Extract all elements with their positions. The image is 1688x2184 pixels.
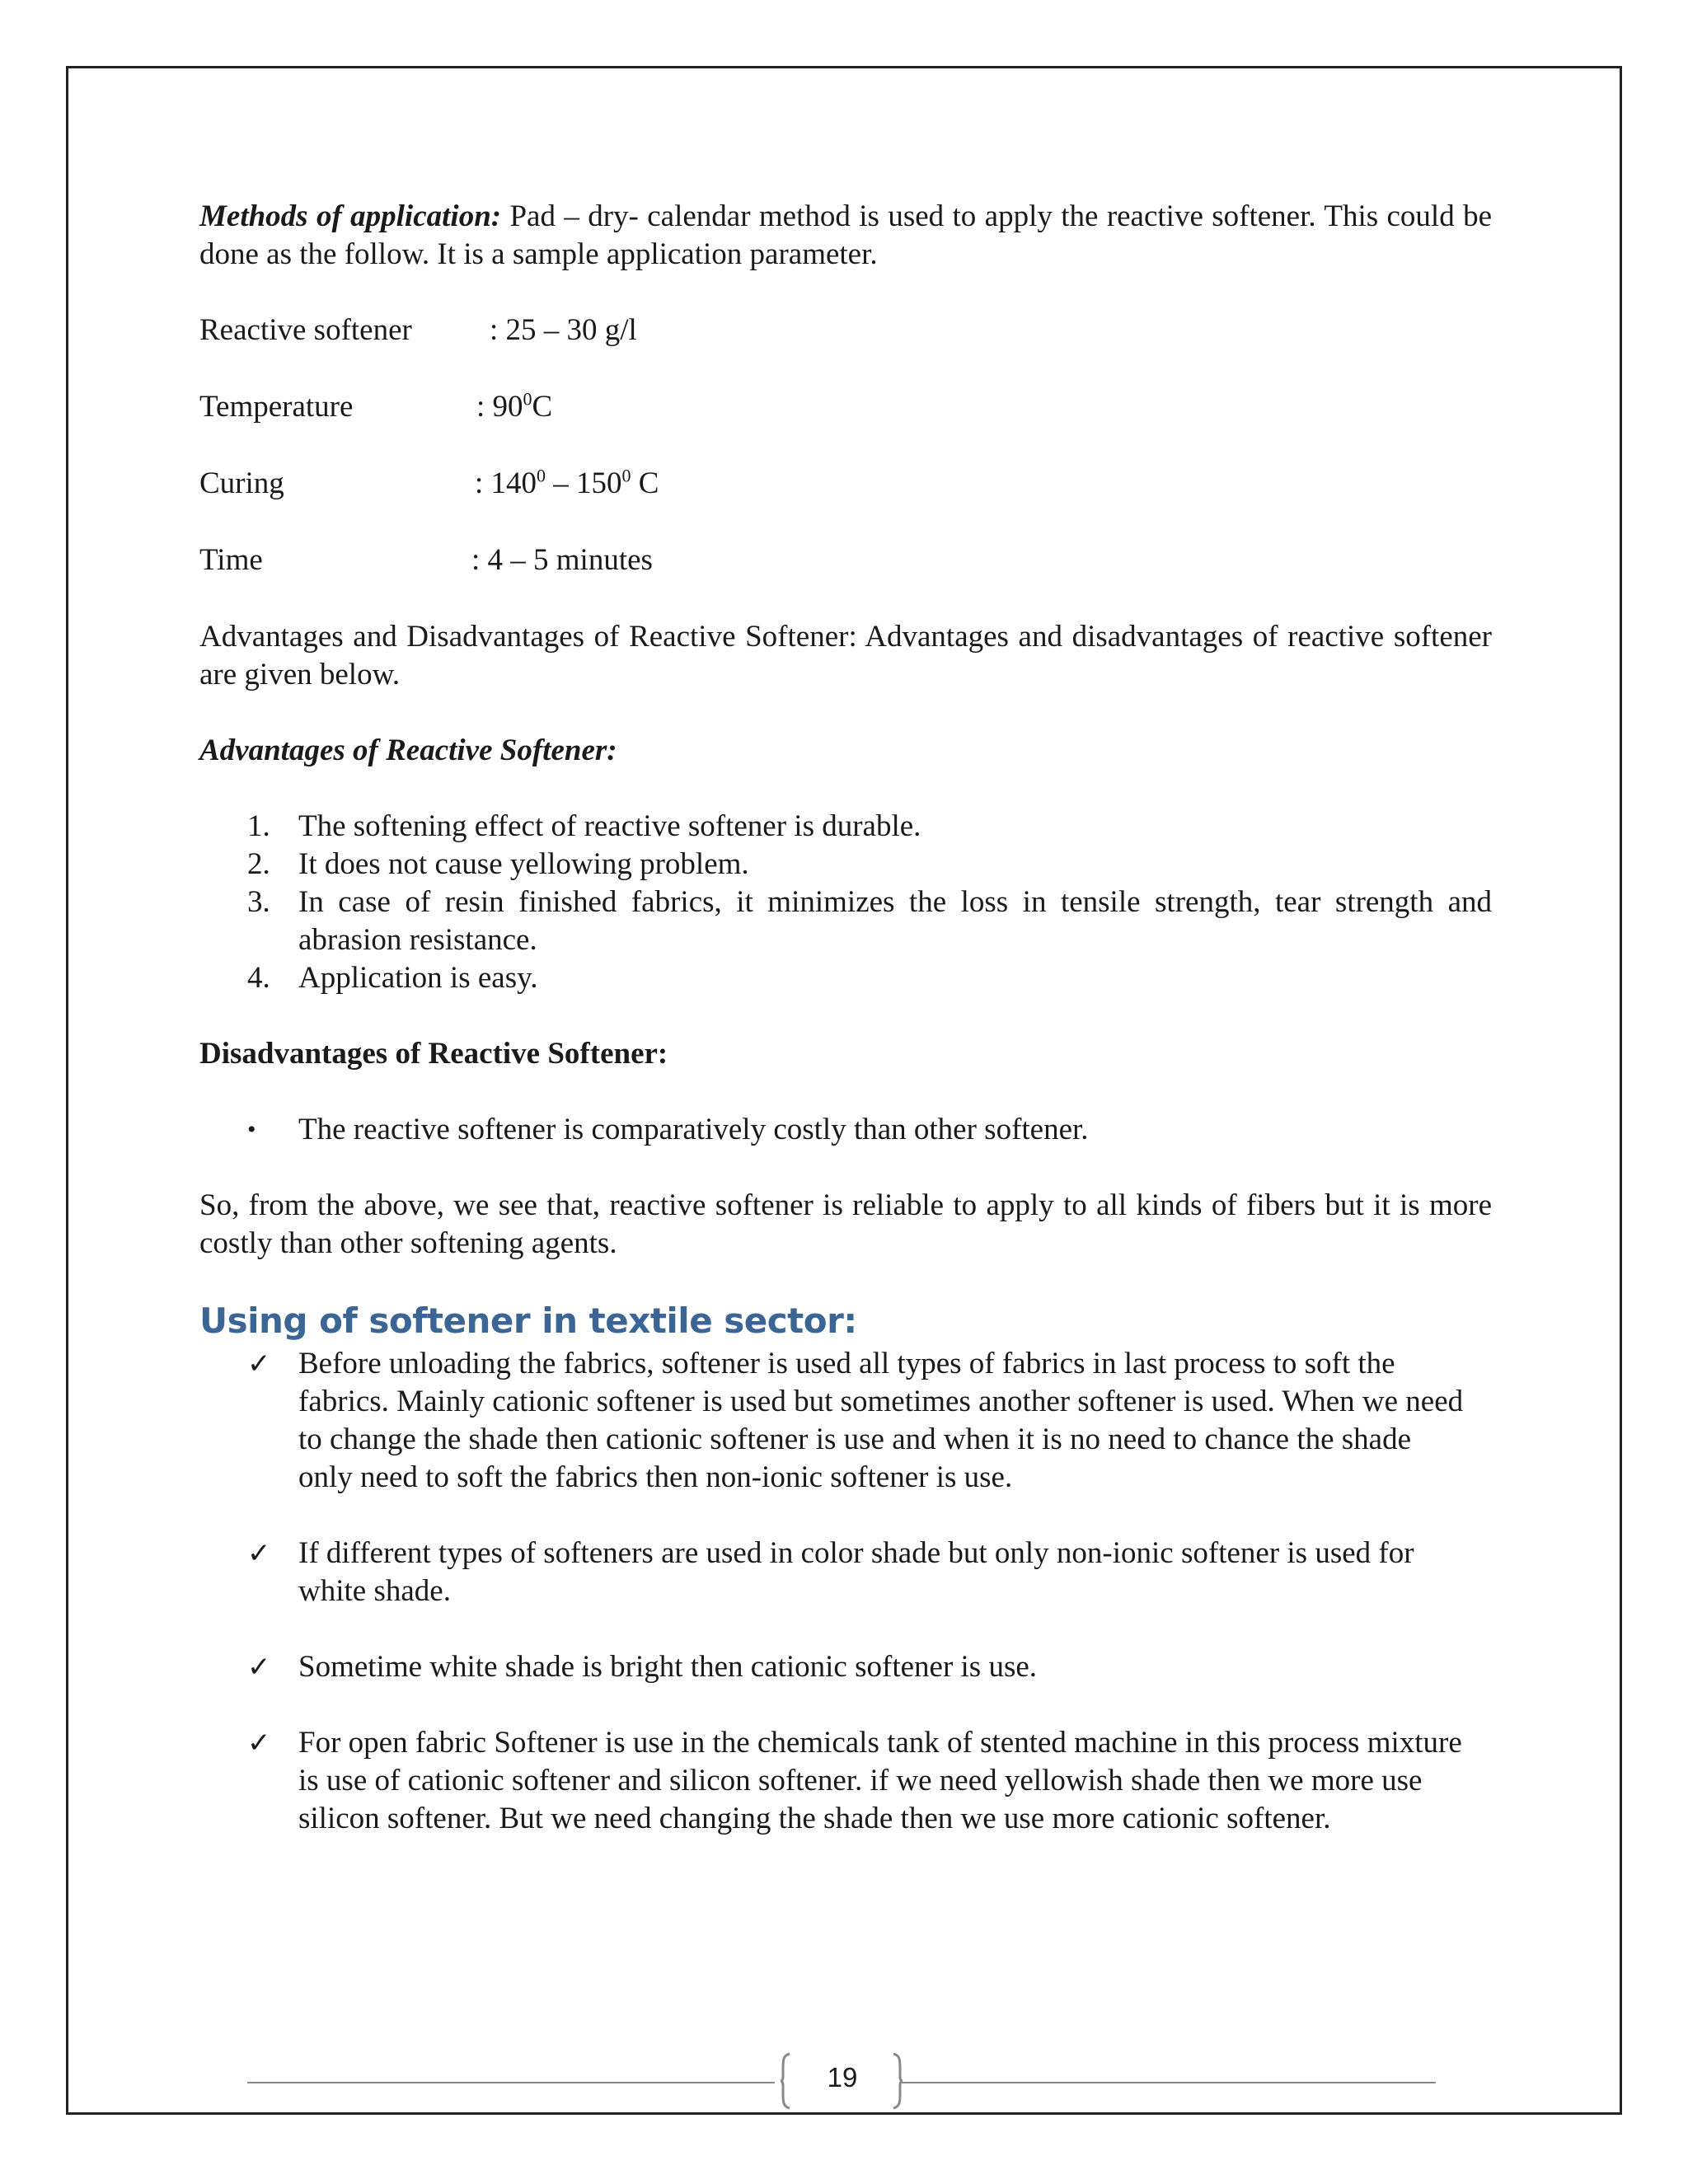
- page-number: 19: [827, 2062, 858, 2093]
- list-text: It does not cause yellowing problem.: [298, 847, 749, 881]
- param-value: : 4 – 5 minutes: [471, 543, 653, 577]
- list-item: [199, 808, 1492, 846]
- list-number: 3.: [247, 885, 270, 919]
- list-text: The softening effect of reactive softener is durable.: [298, 809, 921, 843]
- list-item: [199, 883, 1492, 959]
- check-item: [199, 1724, 1492, 1838]
- check-text: For open fabric Softener is use in the chemicals tank of stented machine in this process mixture is use of cationic softener and silicon softener. if we need yellowish shade then we more use silicon softener. But we need changing the shade then we use more cationic softener.: [298, 1726, 1462, 1835]
- footer-rule-right: [900, 2082, 1436, 2083]
- checkmark-icon: ✓: [247, 1347, 271, 1380]
- disadvantages-heading: Disadvantages of Reactive Softener:: [199, 1037, 668, 1071]
- degree-sup: 0: [621, 465, 631, 486]
- disadvantage-item: [199, 1111, 1492, 1149]
- param-label: Time: [199, 543, 263, 577]
- methods-text: Pad – dry- calendar method is used to apply the reactive softener. This could be done as the follow. It is a sample application parameter.: [199, 199, 1492, 271]
- checkmark-icon: ✓: [247, 1727, 271, 1760]
- param-value-part: – 150: [546, 466, 622, 500]
- footer-rule-left: [247, 2082, 775, 2083]
- param-label: Reactive softener: [199, 313, 412, 347]
- check-item: [199, 1648, 1492, 1686]
- degree-sup: 0: [537, 465, 546, 486]
- list-item: [199, 959, 1492, 997]
- check-item: [199, 1535, 1492, 1610]
- param-row-time: [199, 541, 1492, 579]
- check-text: Before unloading the fabrics, softener is used all types of fabrics in last process to soft the fabrics. Mainly cationic softener is used but sometimes another softener is used. When we need to change the shade then cationic softener is use and when it is no need to chance the shade only need to soft the fabrics then non-ionic softener is use.: [298, 1347, 1464, 1494]
- methods-label: Methods of application:: [199, 199, 502, 233]
- list-item: [199, 846, 1492, 883]
- check-text: Sometime white shade is bright then cationic softener is use.: [298, 1650, 1038, 1684]
- advantages-list: [199, 808, 1492, 997]
- check-item: [199, 1345, 1492, 1497]
- advantages-heading: Advantages of Reactive Softener:: [199, 733, 617, 767]
- param-value-part: C: [631, 466, 659, 500]
- param-value-part: : 90: [476, 390, 523, 424]
- list-number: 2.: [247, 847, 270, 881]
- param-row-temperature: [199, 388, 1492, 426]
- list-number: 1.: [247, 809, 270, 843]
- right-bracket-icon: [892, 2052, 903, 2110]
- list-text: Application is easy.: [298, 961, 538, 995]
- param-value-part: : 140: [475, 466, 537, 500]
- param-value: : 25 – 30 g/l: [490, 313, 637, 347]
- param-label: Curing: [199, 466, 284, 500]
- check-text: If different types of softeners are used in color shade but only non-ionic softener is used for white shade.: [298, 1536, 1414, 1608]
- bullet-icon: •: [247, 1116, 256, 1143]
- param-row-reactive-softener: [199, 312, 1492, 349]
- degree-sup: 0: [523, 388, 532, 410]
- param-label: Temperature: [199, 390, 354, 424]
- left-bracket-icon: [780, 2052, 791, 2110]
- param-value: [475, 465, 659, 503]
- list-text: In case of resin finished fabrics, it minimizes the loss in tensile strength, tear strength and abrasion resistance.: [298, 885, 1492, 957]
- section-title: Using of softener in textile sector:: [199, 1301, 857, 1341]
- param-value: [476, 388, 552, 426]
- adv-disadv-intro: Advantages and Disadvantages of Reactive Softener: Advantages and disadvantages of reactive softener are given below.: [199, 620, 1492, 691]
- checkmark-icon: ✓: [247, 1651, 271, 1684]
- list-number: 4.: [247, 961, 270, 995]
- document-body: [199, 198, 1492, 1876]
- param-row-curing: [199, 465, 1492, 503]
- methods-paragraph: [199, 198, 1492, 274]
- conclusion-paragraph: So, from the above, we see that, reactive softener is reliable to apply to all kinds of fibers but it is more costly than other softening agents.: [199, 1188, 1492, 1260]
- param-value-part: C: [532, 390, 553, 424]
- checkmark-icon: ✓: [247, 1537, 271, 1570]
- list-text: The reactive softener is comparatively costly than other softener.: [298, 1113, 1089, 1146]
